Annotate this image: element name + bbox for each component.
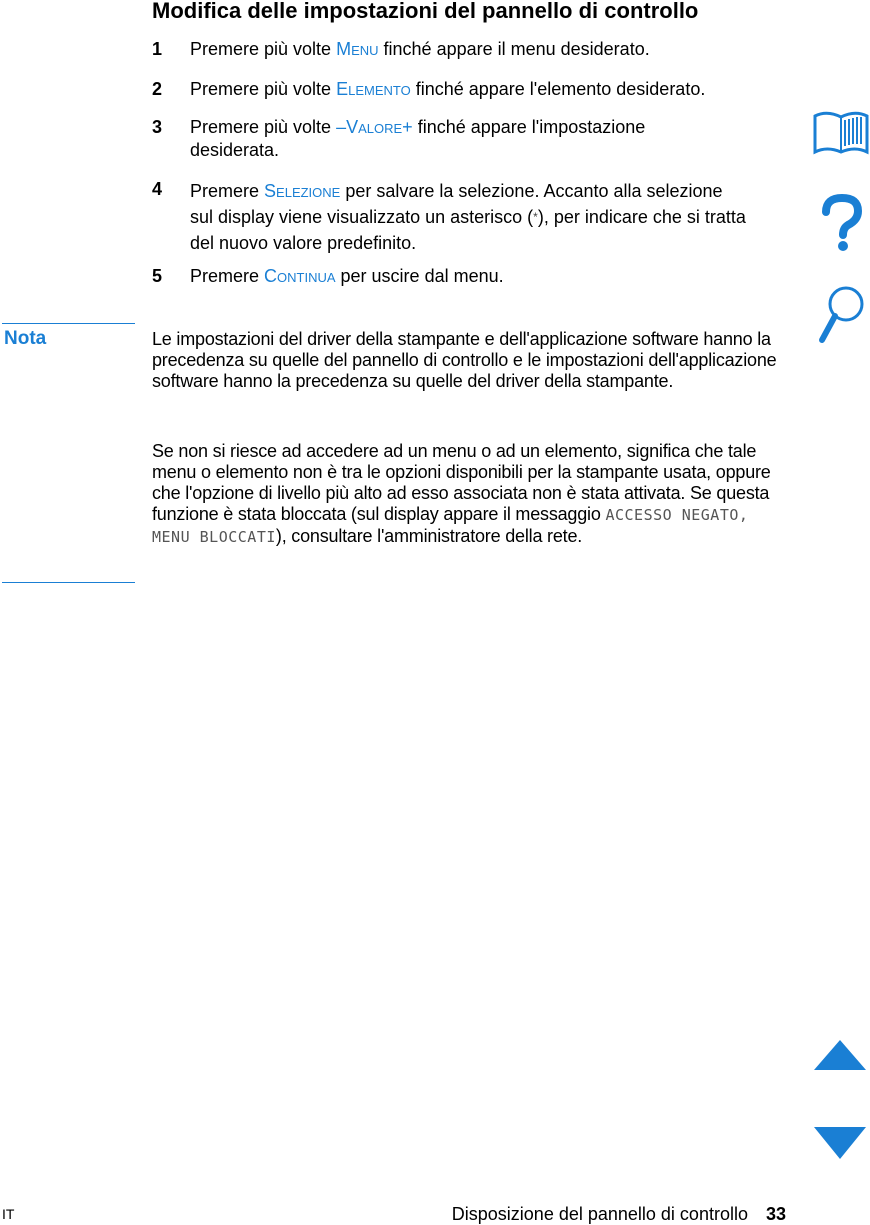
note-top-rule: [2, 323, 135, 324]
note-paragraph-2: Se non si riesce ad accedere ad un menu o ad un elemento, significa che tale menu o elemento non è tra le opzioni disponibili per la stampante usata, oppure che l'opzione di livello più alto ad esso associata non è stata attivata. Se questa funzione è stata bloccata (sul display appare il messaggio ACCESSO NEGATO, MENU BLOCCATI), consultare l'amministratore della rete.: [152, 441, 771, 546]
step-text: Premere più volte –Valore+ finché appare l'impostazione desiderata.: [190, 117, 646, 160]
key-valore: –Valore+: [336, 117, 413, 137]
note-paragraph-1: Le impostazioni del driver della stampante e dell'applicazione software hanno la precedenza su quelle del pannello di controllo e le impostazioni dell'applicazione software hanno la precedenza su quelle del driver della stampante.: [152, 329, 777, 391]
footer-language: IT: [2, 1206, 15, 1222]
step-text: Premere più volte Menu finché appare il menu desiderato.: [190, 39, 650, 59]
page-title: Modifica delle impostazioni del pannello di controllo: [152, 0, 699, 23]
next-page-arrow-icon[interactable]: [812, 1125, 868, 1161]
asterisk-symbol: *: [533, 210, 538, 224]
note-bottom-rule: [2, 582, 135, 583]
note-label: Nota: [4, 328, 47, 349]
step-number: 2: [152, 79, 163, 99]
previous-page-arrow-icon[interactable]: [812, 1038, 868, 1072]
key-elemento: Elemento: [336, 79, 411, 99]
footer-section-title: Disposizione del pannello di controllo: [451, 1204, 748, 1224]
page-number: 33: [765, 1204, 786, 1224]
step-number: 4: [152, 179, 163, 199]
display-message: ACCESSO NEGATO, MENU BLOCCATI: [152, 506, 749, 546]
step-text: Premere Continua per uscire dal menu.: [190, 266, 504, 286]
step-number: 3: [152, 117, 163, 137]
step-text: Premere Selezione per salvare la selezione. Accanto alla selezione sul display viene visualizzato un asterisco (*), per indicare che si tratta del nuovo valore predefinito.: [190, 181, 746, 253]
book-contents-icon[interactable]: [812, 108, 870, 156]
step-text: Premere più volte Elemento finché appare l'elemento desiderato.: [190, 79, 706, 99]
key-menu: Menu: [336, 39, 379, 59]
step-number: 5: [152, 266, 163, 286]
footer-section: [452, 1203, 786, 1225]
key-continua: Continua: [264, 266, 336, 286]
search-magnifier-icon[interactable]: [812, 282, 870, 346]
key-selezione: Selezione: [264, 181, 341, 201]
step-number: 1: [152, 39, 163, 59]
help-question-icon[interactable]: [812, 192, 870, 254]
